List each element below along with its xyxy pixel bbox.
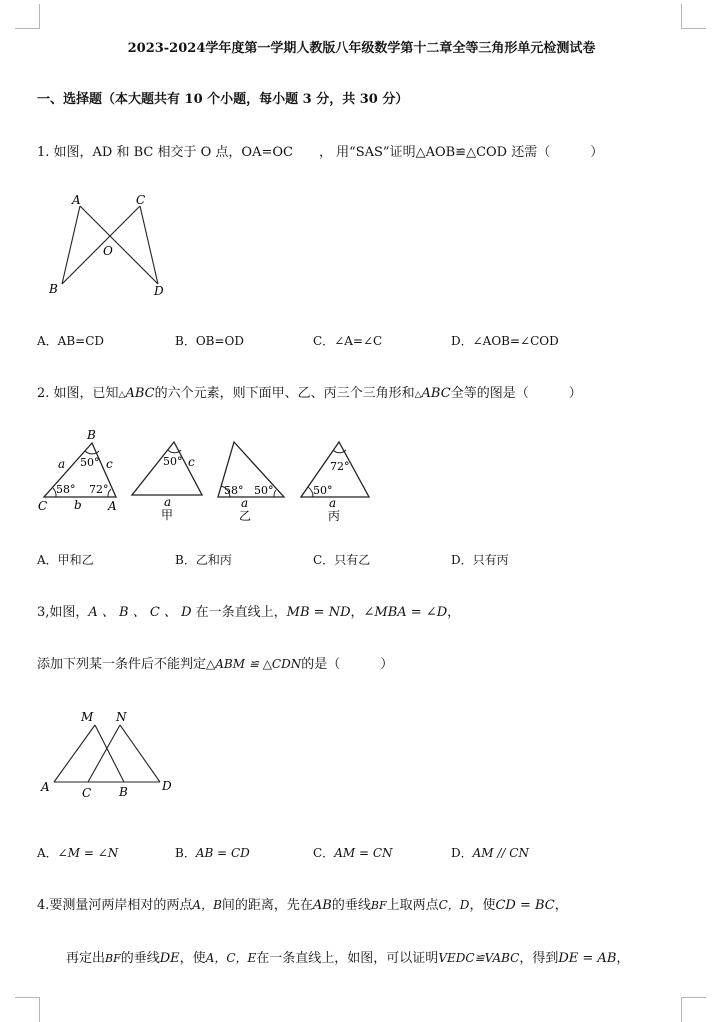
q2-option-d[interactable]: D．只有丙	[451, 553, 509, 567]
q3-figure	[38, 705, 188, 805]
svg-text:D: D	[162, 779, 172, 793]
svg-text:M: M	[81, 710, 94, 724]
q2-figure-yi	[212, 425, 302, 525]
svg-text:b: b	[74, 498, 82, 512]
svg-text:丙: 丙	[328, 509, 341, 523]
corner-mark-bottom-right	[681, 997, 706, 1022]
question-1-stem	[37, 144, 603, 162]
svg-text:a: a	[58, 457, 66, 471]
q1-label-O: O	[103, 244, 113, 258]
q1-option-a[interactable]: A．AB=CD	[37, 334, 105, 348]
q1-figure	[40, 188, 180, 303]
svg-text:72°: 72°	[89, 483, 109, 496]
q1-stem-a: 1. 如图，AD 和 BC 相交于 O 点，OA=OC	[37, 145, 293, 160]
q3-option-b[interactable]: B．AB = CD	[175, 846, 250, 860]
q1-label-A: A	[72, 193, 81, 207]
svg-text:a: a	[164, 495, 172, 509]
question-3-line2: 添加下列某一条件后不能判定△ABM ≌ △CDN的是（ ）	[37, 657, 394, 672]
svg-text:C: C	[82, 786, 92, 800]
svg-text:72°: 72°	[330, 460, 350, 473]
q2-figure-jia	[126, 425, 216, 525]
svg-text:a: a	[241, 496, 249, 510]
question-3-stem: 3,如图，A 、 B 、 C 、 D 在一条直线上，MB = ND，∠MBA = ∠D，	[37, 605, 461, 620]
svg-text:C: C	[38, 499, 48, 513]
q2-option-a[interactable]: A．甲和乙	[37, 553, 94, 567]
svg-text:乙: 乙	[239, 509, 252, 523]
q3-option-d[interactable]: D．AM // CN	[451, 846, 529, 860]
document-title: 2023-2024学年度第一学期人教版八年级数学第十二章全等三角形单元检测试卷	[127, 41, 596, 56]
svg-text:58°: 58°	[56, 483, 76, 496]
q2-option-b[interactable]: B．乙和丙	[175, 553, 232, 567]
corner-mark-top-right	[681, 4, 706, 29]
svg-text:c: c	[106, 457, 113, 471]
q1-option-b[interactable]: B．OB=OD	[175, 334, 244, 348]
svg-text:甲: 甲	[161, 508, 174, 522]
svg-text:58°: 58°	[224, 484, 244, 497]
question-4-line2: 再定出BF的垂线DE，使A，C，E在一条直线上，如图，可以证明VEDC≌VABC，得到DE = AB，	[66, 951, 630, 966]
svg-text:A: A	[108, 499, 117, 513]
question-2-stem: 2. 如图，已知△ABC的六个元素，则下面甲、乙、丙三个三角形和△ABC全等的图是（ ）	[37, 386, 582, 401]
q2-option-c[interactable]: C．只有乙	[313, 553, 371, 567]
q3-option-a[interactable]: A．∠M = ∠N	[37, 846, 119, 860]
svg-text:c: c	[188, 455, 195, 469]
question-4-line1: 4.要测量河两岸相对的两点A，B间的距离，先在AB的垂线BF上取两点C，D，使CD = BC，	[37, 898, 568, 913]
q1-option-d[interactable]: D．∠AOB=∠COD	[451, 334, 559, 348]
q1-stem-c: ）	[590, 145, 604, 160]
q1-label-B: B	[49, 282, 58, 296]
q1-option-c[interactable]: C．∠A=∠C	[313, 334, 383, 348]
corner-mark-top-left	[15, 4, 40, 29]
q1-stem-b: ， 用“SAS”证明△AOB≌△COD 还需（	[318, 145, 551, 160]
q1-label-C: C	[136, 193, 146, 207]
q3-option-c[interactable]: C．AM = CN	[313, 846, 393, 860]
q2-figure-bing	[295, 425, 385, 525]
q1-label-D: D	[154, 284, 164, 298]
svg-text:a: a	[329, 496, 337, 510]
section-heading: 一、选择题（本大题共有 10 个小题，每小题 3 分，共 30 分）	[37, 92, 409, 107]
svg-text:N: N	[116, 710, 127, 724]
svg-text:50°: 50°	[313, 484, 333, 497]
svg-text:50°: 50°	[80, 456, 100, 469]
svg-text:B: B	[119, 785, 128, 799]
svg-text:B: B	[87, 428, 96, 442]
svg-text:A: A	[41, 780, 50, 794]
q2-figure-abc	[36, 425, 126, 515]
corner-mark-bottom-left	[15, 997, 40, 1022]
svg-text:50°: 50°	[254, 484, 274, 497]
svg-text:50°: 50°	[163, 455, 183, 468]
